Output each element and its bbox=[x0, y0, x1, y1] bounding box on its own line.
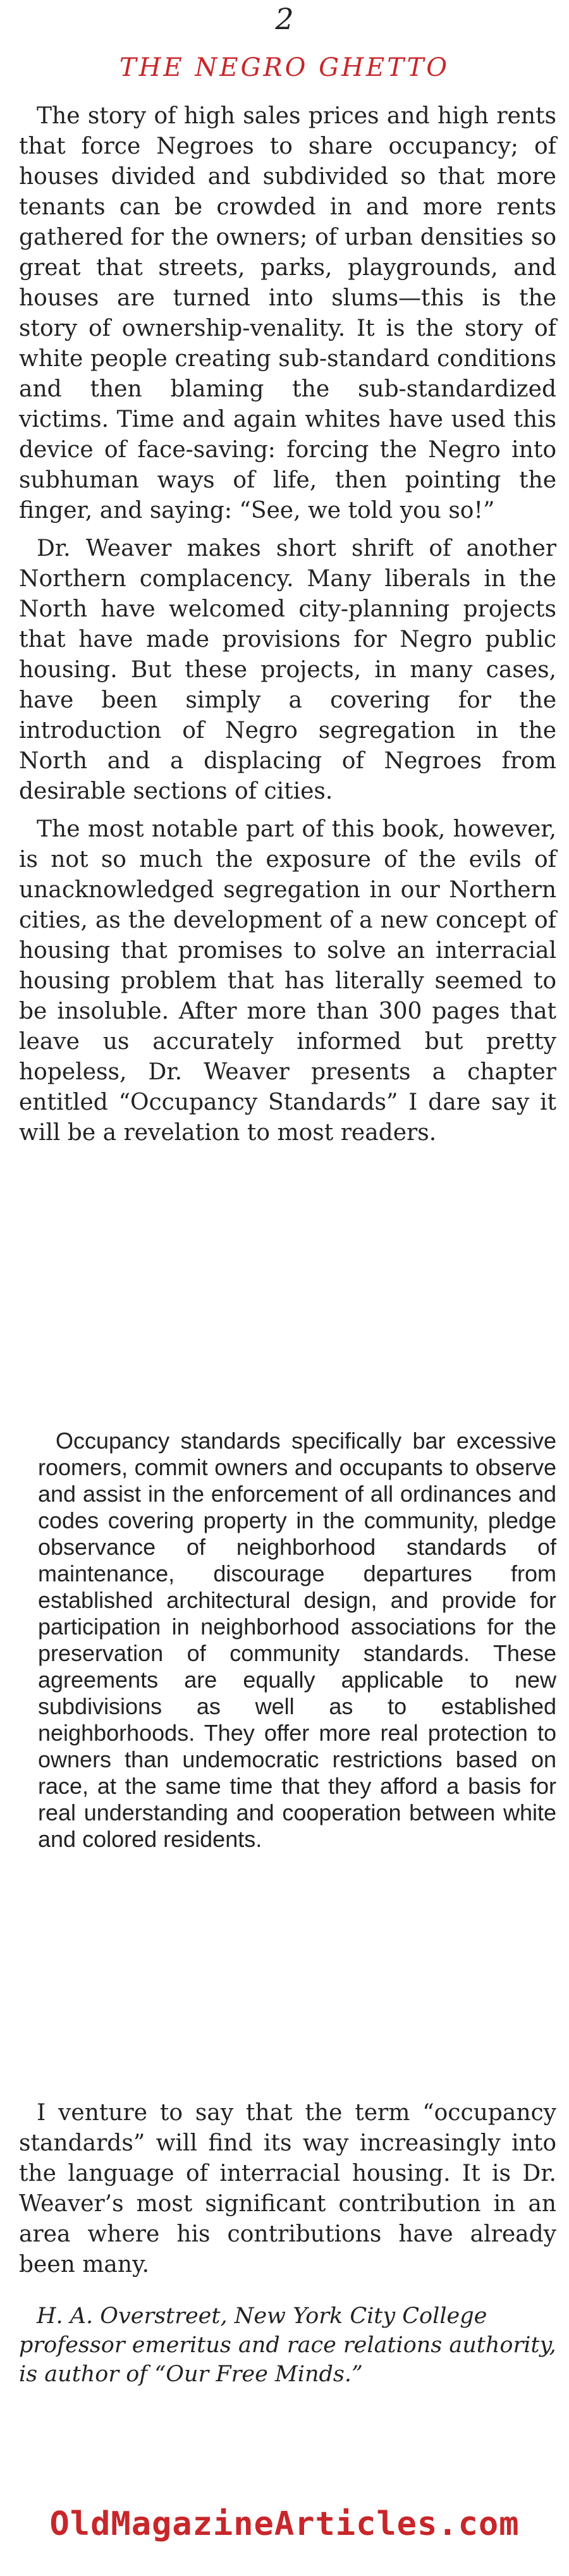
paragraph-3: The most notable part of this book, however, is not so much the exposure of the evils of unacknowledged segregation in our Northern cities, as the development of a new concept of housing that promises to solve an interracial housing problem that has literally seemed to be insoluble. After more than 300 pages that leave us accurately informed but pretty hopeless, Dr. Weaver presents a chapter entitled “Occupancy Standards” I dare say it will be a revelation to most readers. bbox=[19, 816, 556, 1146]
quote-text: Occupancy standards specifically bar excessive roomers, commit owners and occupants to observe and assist in the enforcement of all ordinances and codes covering property in the community, pledge observance of neighborhood standards of maintenance, discourage departures from established architectural design, and provide for participation in neighborhood associations for the preservation of community standards. These agreements are equally applicable to new subdivisions as well as to established neighborhoods. They offer more real protection to owners than undemocratic restrictions based on race, at the same time that they afford a basis for real understanding and cooperation between white and colored residents. bbox=[38, 1428, 556, 1852]
article-title: THE NEGRO GHETTO bbox=[119, 53, 450, 82]
block-quote bbox=[38, 1428, 556, 1853]
closing-paragraph bbox=[19, 2098, 556, 2280]
paragraph-2: Dr. Weaver makes short shrift of another Northern complacency. Many liberals in the North have welcomed city-planning projects that have made provisions for Negro public housing. But these projects, in many cases, have been simply a covering for the introduction of Negro segregation in the North and a displacing of Negroes from desirable sections of cities. bbox=[19, 536, 556, 804]
author-bio-text: H. A. Overstreet, New York City College professor emeritus and race relations authority, is author of “Our Free Minds.” bbox=[19, 2303, 556, 2387]
source-watermark: OldMagazineArticles.com bbox=[49, 2505, 520, 2543]
closing-text: I venture to say that the term “occupancy standards” will find its way increasingly into the language of interracial housing. It is Dr. Weaver’s most significant contribution in an area where his contributions have already been many. bbox=[19, 2100, 556, 2278]
author-bio bbox=[19, 2302, 556, 2389]
page-number: 2 bbox=[275, 2, 294, 36]
paragraph-1: The story of high sales prices and high rents that force Negroes to share occupancy; of houses divided and subdivided so that more tenants can be crowded in and more rents gathered for the owners; of urban densities so great that streets, parks, playgrounds, and houses are turned into slums—this is the story of ownership-venality. It is the story of white people creating sub-standard conditions and then blaming the sub-standardized victims. Time and again whites have used this device of face-saving: forcing the Negro into subhuman ways of life, then pointing the finger, and saying: “See, we told you so!” bbox=[19, 103, 556, 524]
article-body bbox=[19, 101, 556, 1156]
